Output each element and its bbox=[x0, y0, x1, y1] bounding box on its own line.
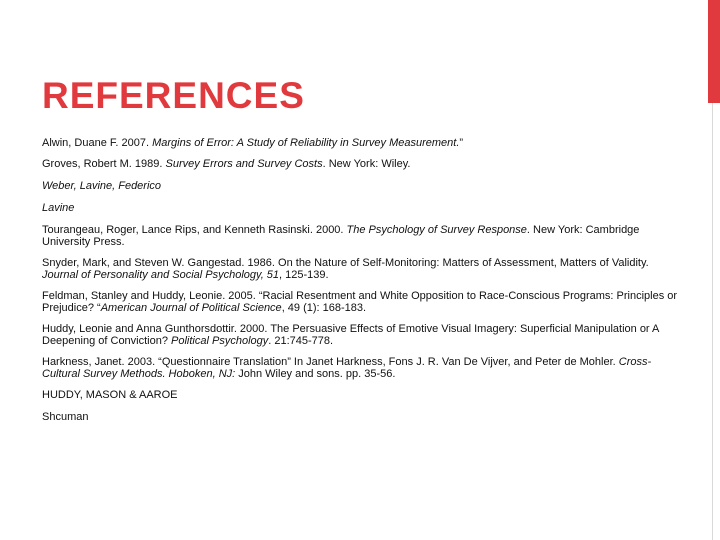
accent-bar bbox=[708, 0, 720, 103]
reference-item: Tourangeau, Roger, Lance Rips, and Kenneth Rasinski. 2000. The Psychology of Survey Response. New York: Cambridge University Press. bbox=[42, 224, 640, 248]
reference-item: Groves, Robert M. 1989. Survey Errors and Survey Costs. New York: Wiley. bbox=[42, 158, 411, 170]
reference-item: Shcuman bbox=[42, 411, 89, 423]
reference-item: Alwin, Duane F. 2007. Margins of Error: A Study of Reliability in Survey Measurement.” bbox=[42, 137, 464, 149]
reference-item: HUDDY, MASON & AAROE bbox=[42, 389, 178, 401]
slide-title: REFERENCES bbox=[42, 75, 305, 116]
reference-item: Snyder, Mark, and Steven W. Gangestad. 1986. On the Nature of Self‑Monitoring: Matters of Assessment, Matters of Validity. Journal of Personality and Social Psychology, 51, 125‑139. bbox=[42, 257, 649, 281]
reference-item: Weber, Lavine, Federico bbox=[42, 180, 162, 192]
side-divider bbox=[712, 103, 713, 540]
reference-list bbox=[42, 137, 682, 433]
reference-item: Huddy, Leonie and Anna Gunthorsdottir. 2000. The Persuasive Effects of Emotive Visual Imagery: Superficial Manipulation or A Deepening of Conviction? Political Psychology. 21:745-778. bbox=[42, 323, 659, 347]
reference-item: Lavine bbox=[42, 202, 75, 214]
reference-item: Feldman, Stanley and Huddy, Leonie. 2005. “Racial Resentment and White Opposition to Race-Conscious Programs: Principles or Prejudice? “American Journal of Political Science, 49 (1): 168-183. bbox=[42, 290, 678, 314]
reference-item: Harkness, Janet. 2003. “Questionnaire Translation” In Janet Harkness, Fons J. R. Van De Vijver, and Peter de Mohler. Cross-Cultural Survey Methods. Hoboken, NJ: John Wiley and sons. pp. 35-56. bbox=[42, 356, 652, 380]
